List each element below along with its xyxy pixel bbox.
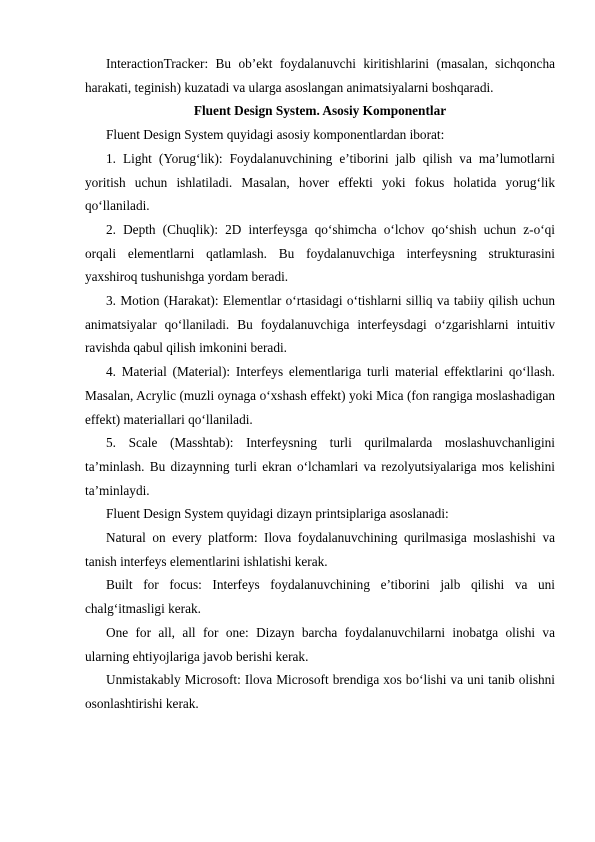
list-item-depth: 2. Depth (Chuqlik): 2D interfeysga qo‘shimcha o‘lchov qo‘shish uchun z-o‘qi orqali elementlarni qatlamlash. Bu foydalanuvchiga interfeysning strukturasini yaxshiroq tushunishga yordam beradi. <box>85 221 555 285</box>
list-item-motion: 3. Motion (Harakat): Elementlar o‘rtasidagi o‘tishlarni silliq va tabiiy qilish uchun animatsiyalar qo‘llaniladi. Bu foydalanuvchiga interfeysdagi o‘zgarishlarni intuitiv ravishda qabul qilish imkonini beradi. <box>85 293 555 356</box>
paragraph-interactiontracker: InteractionTracker: Bu ob’ekt foydalanuvchi kiritishlarini (masalan, sichqoncha harakati, teginish) kuzatadi va ularga asoslangan animatsiyalarni boshqaradi. <box>85 56 555 95</box>
section-heading: Fluent Design System. Asosiy Komponentlar <box>193 103 447 119</box>
principle-microsoft: Unmistakably Microsoft: Ilova Microsoft brendiga xos bo‘lishi va uni tanib olishni osonlashtirishi kerak. <box>85 672 555 711</box>
list-item-light: 1. Light (Yorug‘lik): Foydalanuvchining e’tiborini jalb qilish va ma’lumotlarni yoritish uchun ishlatiladi. Masalan, hover effekti yoki fokus holatida yorug‘lik qo‘llaniladi. <box>85 150 555 214</box>
principle-one-for-all: One for all, all for one: Dizayn barcha foydalanuvchilarni inobatga olishi va ularning ehtiyojlariga javob berishi kerak. <box>85 624 555 664</box>
list-item-scale: 5. Scale (Masshtab): Interfeysning turli qurilmalarda moslashuvchanligini ta’minlash. Bu dizaynning turli ekran o‘lchamlari va rezolyutsiyalariga mos kelishini ta’minlaydi. <box>85 435 555 498</box>
principle-natural: Natural on every platform: Ilova foydalanuvchining qurilmasiga moslashishi va tanish interfeys elementlarini ishlatishi kerak. <box>85 530 555 569</box>
list-item-material: 4. Material (Material): Interfeys elementlariga turli material effektlarini qo‘llash. Masalan, Acrylic (muzli oynaga o‘xshash effekt) yoki Mica (fon rangiga moslashadigan effekt) materiallari qo‘llaniladi. <box>85 364 555 427</box>
document-body <box>85 52 555 716</box>
principle-focus: Built for focus: Interfeys foydalanuvchining e’tiborini jalb qilishi va uni chalg‘itmasligi kerak. <box>85 577 555 617</box>
paragraph-components-intro: Fluent Design System quyidagi asosiy komponentlardan iborat: <box>106 127 445 143</box>
paragraph-principles-intro: Fluent Design System quyidagi dizayn printsiplariga asoslanadi: <box>106 506 449 522</box>
